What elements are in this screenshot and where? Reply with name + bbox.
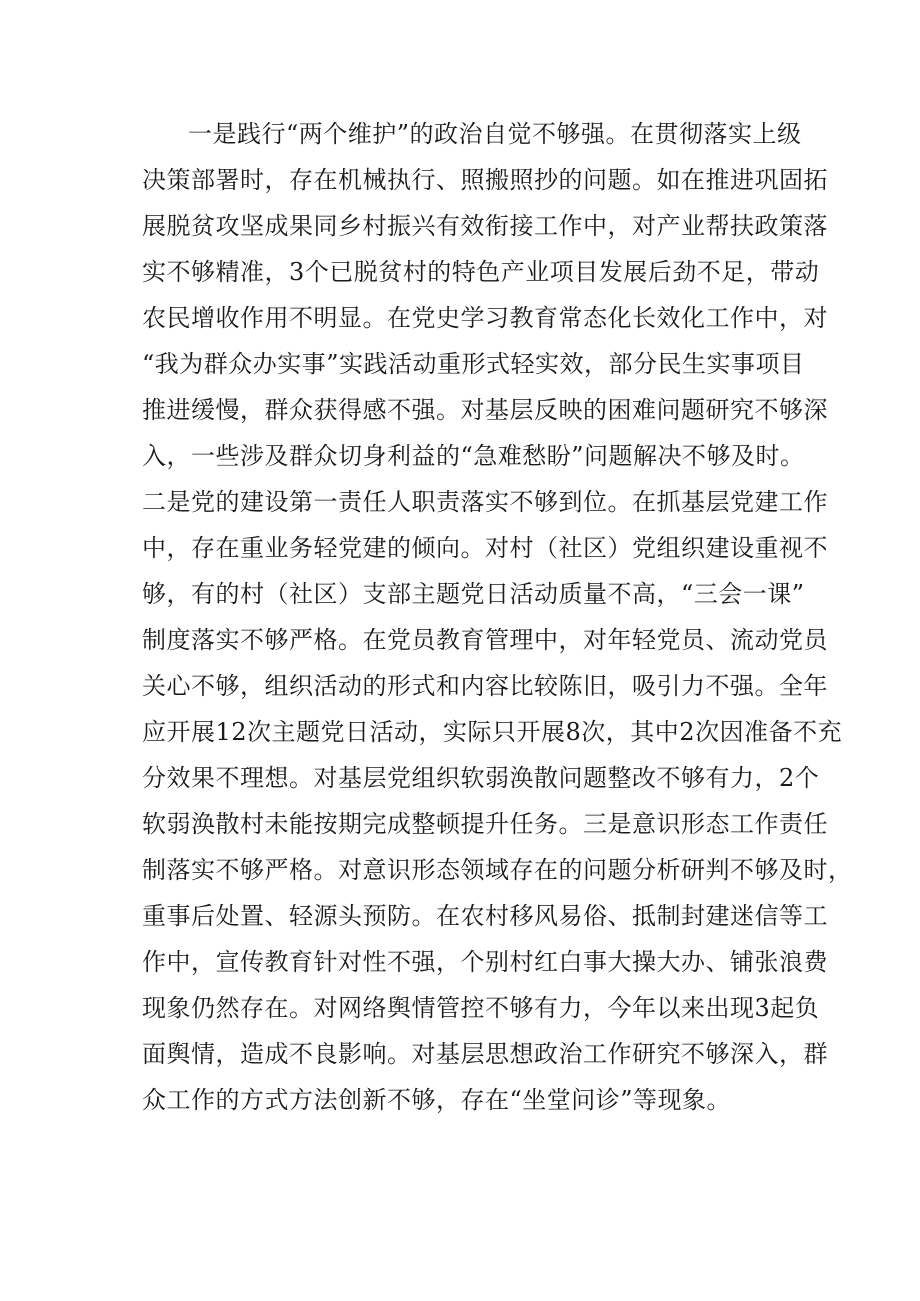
text-line: 农民增收作用不明显。在党史学习教育常态化长效化工作中，对: [142, 304, 828, 332]
text-line: 入，一些涉及群众切身利益的“急难愁盼”问题解决不够及时。: [142, 442, 805, 470]
text-line: 展脱贫攻坚成果同乡村振兴有效衔接工作中，对产业帮扶政策落: [142, 212, 828, 240]
text-line: 关心不够，组织活动的形式和内容比较陈旧，吸引力不强。全年: [142, 672, 828, 700]
text-line: 推进缓慢，群众获得感不强。对基层反映的困难问题研究不够深: [142, 396, 828, 424]
text-line: 决策部署时，存在机械执行、照搬照抄的问题。如在推进巩固拓: [142, 166, 828, 194]
text-line: “我为群众办实事”实践活动重形式轻实效，部分民生实事项目: [142, 350, 805, 378]
text-line: 作中，宣传教育针对性不强，个别村红白事大操大办、铺张浪费: [142, 948, 828, 976]
text-line: 一是践行“两个维护”的政治自觉不够强。在贯彻落实上级: [188, 120, 802, 148]
text-line: 二是党的建设第一责任人职责落实不够到位。在抓基层党建工作: [142, 488, 828, 516]
text-line: 面舆情，造成不良影响。对基层思想政治工作研究不够深入，群: [142, 1040, 828, 1068]
text-line: 软弱涣散村未能按期完成整顿提升任务。三是意识形态工作责任: [142, 810, 828, 838]
text-line: 实不够精准，3个已脱贫村的特色产业项目发展后劲不足，带动: [142, 258, 820, 286]
text-line: 制落实不够严格。对意识形态领域存在的问题分析研判不够及时，: [142, 856, 853, 884]
text-line: 中，存在重业务轻党建的倾向。对村（社区）党组织建设重视不: [142, 534, 828, 562]
text-line: 分效果不理想。对基层党组织软弱涣散问题整改不够有力，2个: [142, 764, 820, 792]
text-line: 现象仍然存在。对网络舆情管控不够有力，今年以来出现3起负: [142, 994, 820, 1022]
text-line: 应开展12次主题党日活动，实际只开展8次，其中2次因准备不充: [142, 718, 843, 746]
text-line: 重事后处置、轻源头预防。在农村移风易俗、抵制封建迷信等工: [142, 902, 828, 930]
text-line: 够，有的村（社区）支部主题党日活动质量不高，“三会一课”: [142, 580, 805, 608]
text-line: 众工作的方式方法创新不够，存在“坐堂问诊”等现象。: [142, 1086, 732, 1114]
document-body: [142, 111, 853, 1123]
text-line: 制度落实不够严格。在党员教育管理中，对年轻党员、流动党员: [142, 626, 828, 654]
